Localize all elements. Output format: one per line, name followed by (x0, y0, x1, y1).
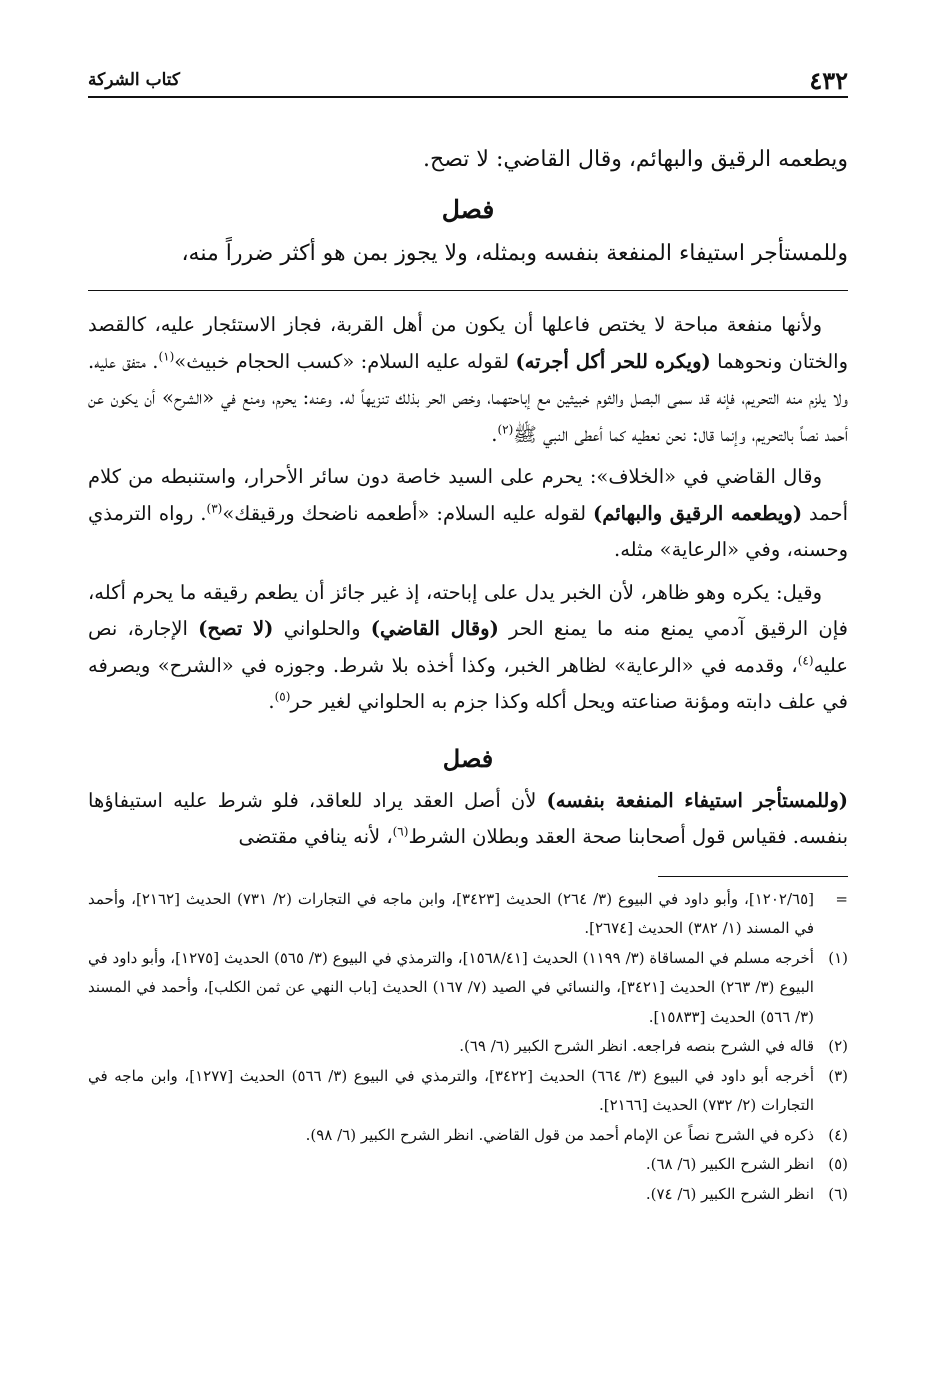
footnote (88, 1121, 848, 1151)
footnote-marker: = (835, 889, 848, 908)
text-run: . (491, 422, 498, 446)
footnote-marker: (١) (828, 948, 848, 967)
page-header (88, 62, 848, 98)
footnote-marker: (٢) (828, 1037, 848, 1055)
bold-matn-quote: (وقال القاضي) (370, 617, 499, 640)
bold-matn-quote: (لا تصح) (198, 617, 274, 640)
running-title: كتاب الشركة (88, 70, 180, 90)
text-run: . متفق عليه. ولا يلزم منه التحريم، فإنه قد سمى البصل والثوم خبيثين مع إباحتهما، وخص الحر بذلك تنزيهاً له. وعنه: يحرم، ومنع في «الشرح» أن يكون عن أحمد نصاً بالتحريم، وإنما قال: نحن نعطيه كما أعطى النبي ﷺ (88, 349, 848, 446)
commentary-paragraph (88, 575, 848, 721)
footnote (88, 1032, 848, 1062)
footnote-reference[interactable]: (٣) (206, 501, 223, 515)
commentary-section (88, 307, 848, 856)
footnote-reference[interactable]: (٦) (392, 824, 409, 839)
text-run: الإجارة، نص عليه (88, 617, 848, 677)
commentary-paragraph (88, 783, 848, 856)
text-run: والحلواني (273, 617, 371, 640)
commentary-paragraph (88, 459, 848, 569)
footnote-marker: (٤) (828, 1125, 848, 1144)
footnote-marker: (٦) (828, 1184, 848, 1203)
footnote-text: انظر الشرح الكبير (٦/ ٦٨). (645, 1155, 814, 1173)
book-page (88, 62, 848, 1209)
bold-matn-quote: (ويطعمه الرقيق والبهائم) (592, 501, 803, 525)
section-heading: فصل (442, 743, 494, 773)
footnote-text: انظر الشرح الكبير (٦/ ٧٤). (645, 1184, 814, 1203)
footnote-text: قاله في الشرح بنصه فراجعه. انظر الشرح الكبير (٦/ ٦٩). (459, 1037, 814, 1055)
bold-matn-quote: (وللمستأجر استيفاء المنفعة بنفسه) (546, 788, 849, 812)
text-run: لأن أصل العقد يراد للعاقد، فلو شرط عليه استيفاؤها بنفسه. فقياس قول أصحابنا صحة العقد وبطلان الشرط (88, 788, 848, 848)
footnote (88, 1062, 848, 1121)
footnotes-section (88, 885, 848, 1210)
footnote-reference[interactable]: (٤) (797, 653, 814, 667)
footnote (88, 1150, 848, 1180)
commentary-paragraph (88, 307, 848, 453)
footnote-reference[interactable]: (١) (158, 349, 175, 363)
footnote-text: [١٢٠٢/٦٥]، وأبو داود في البيوع (٣/ ٢٦٤) الحديث [٣٤٢٣]، وابن ماجه في التجارات (٢/ ٧٣١) الحديث [٢١٦٢]، وأحمد في المسند (١/ ٣٨٢) الحديث [٢٦٧٤]. (88, 889, 814, 937)
footnote-reference[interactable]: (٢) (497, 422, 514, 436)
footnote-marker: (٥) (828, 1155, 848, 1173)
matn-line: ويطعمه الرقيق والبهائم، وقال القاضي: لا تصح. (423, 147, 848, 172)
text-run: وقال القاضي في «الخلاف»: يحرم على السيد خاصة دون سائر الأحرار، واستنبطه من كلام أحمد (88, 465, 849, 525)
text-run: ولأنها منفعة مباحة لا يختص فاعلها أن يكون من أهل القربة، فجاز الاستئجار عليه، كالقصد والختان ونحوهما (88, 313, 849, 373)
footnote (88, 1180, 848, 1210)
footnote (88, 944, 848, 1033)
footnote-text: ذكره في الشرح نصاً عن الإمام أحمد من قول القاضي. انظر الشرح الكبير (٦/ ٩٨). (305, 1125, 814, 1144)
footnote (88, 885, 848, 944)
text-run: لقوله عليه السلام: «أطعمه ناضحك ورقيقك» (222, 501, 593, 525)
bold-matn-quote: (ويكره للحر أكل أجرته) (515, 349, 711, 373)
text-run: . (268, 690, 275, 713)
matn-line: وللمستأجر استيفاء المنفعة بنفسه وبمثله، ولا يجوز بمن هو أكثر ضرراً منه، (181, 241, 848, 266)
text-run: ، لأنه ينافي مقتضى (238, 825, 393, 848)
matn-section (88, 138, 848, 276)
footnote-text: أخرجه أبو داود في البيوع (٣/ ٦٦٤) الحديث [٣٤٢٢]، والترمذي في البيوع (٣/ ٥٦٦) الحديث [١٢٧٧]، وابن ماجه في التجارات (٢/ ٧٣٢) الحديث [٢١٦٦]. (88, 1066, 814, 1114)
footnote-divider (658, 876, 848, 877)
footnote-text: أخرجه مسلم في المساقاة (٣/ ١١٩٩) الحديث [١٥٦٨/٤١]، والترمذي في البيوع (٣/ ٥٦٥) الحديث [١٢٧٥]، وأبو داود في البيوع (٣/ ٢٦٣) الحديث [٣٤٢١]، والنسائي في الصيد (٧/ ١٦٧) الحديث [باب النهي عن ثمن الكلب]، وأحمد في المسند (٣/ ٥٦٦) الحديث [١٥٨٣٣]. (88, 948, 814, 1026)
text-run: . رواه الترمذي وحسنه، وفي «الرعاية» مثله. (88, 501, 848, 561)
matn-divider (88, 290, 848, 291)
page-number: ٤٣٢ (809, 66, 848, 95)
text-run: وقيل: يكره وهو ظاهر، لأن الخبر يدل على إباحته، إذ غير جائز أن يطعم رقيقه ما يحرم أكله، فإن الرقيق آدمي يمنع منه ما يمنع الحر (88, 580, 848, 640)
footnote-marker: (٣) (828, 1066, 848, 1085)
text-run: لقوله عليه السلام: «كسب الحجام خبيث» (174, 349, 516, 373)
text-run: ، وقدمه في «الرعاية» لظاهر الخبر، وكذا أخذه بلا شرط. وجوزه في «الشرح» ويصرفه في علف دابته ومؤنة صناعته ويحل أكله وكذا جزم به الحلواني لغير حر (88, 653, 848, 713)
section-heading: فصل (441, 195, 495, 224)
footnote-reference[interactable]: (٥) (274, 689, 291, 704)
